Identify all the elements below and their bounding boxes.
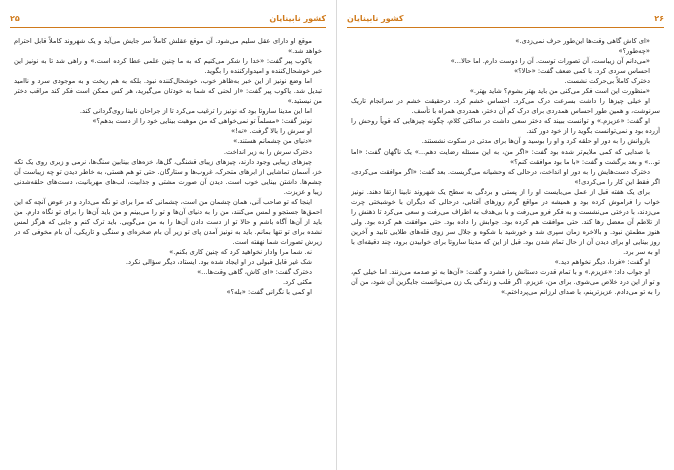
paragraph: او گفت: «فردا، دیگر نخواهم دید.» [554,258,650,267]
paragraph: بازوانش را به دور او حلقه کرد و او را بوسید و آن‌ها برای مدتی در سکوت نشستند. [421,137,650,146]
paragraph: شک غیر قابل قبولی در او ایجاد شده بود. ایستاد، دیگر سؤالی نکرد. [125,258,312,267]
right-page [337,0,674,470]
paragraph: او سرش را بالا گرفت. «نه!» [230,127,312,136]
paragraph: موقع او دارای عقل سلیم می‌شود. آن موقع عقلش کاملاً سر جایش می‌آید و یک شهروند کاملاً قابل احترام خواهد شد.» [14,37,322,56]
left-page-body [14,36,322,462]
paragraph: دخترک سرش را به زیر انداخت. [223,147,312,156]
paragraph: «چه‌طور؟» [618,47,650,56]
paragraph: اما این مدینا ساروتا بود که نونیز را ترغیب می‌کرد تا از جراحان نابینا روی‌گردانی کند. [79,107,312,116]
left-page-number: ۲۵ [10,13,20,23]
paragraph: او جواب داد: «عزیزم.» و با تمام قدرت دستانش را فشرد و گفت: «آن‌ها به تو صدمه می‌زنند. اما خیلی کم، و تو از این درد خلاص می‌شوی. برای من، عزیزم. اگر قلب و زندگی یک زن می‌توانست جایگزین آن شود، من آن را به تو می‌دادم. عزیزترینم، با صدای لرزانم می‌پرداختم.» [351,268,660,297]
right-page-body [351,36,660,462]
paragraph: اما وضع نونیز از این خبر به‌ظاهر خوب، خوشحال‌کننده نبود. بلکه به هم ریخت و به موجودی سرد و ناامید تبدیل شد. یاکوب پیر گفت: «از لحنی که شما به خودتان می‌گیرید، هر کس ممکن است فکر کند مراقب دختر من نیستید.» [14,77,322,106]
paragraph: برای یک هفته قبل از عمل می‌بایست او را از پستی و بردگی به سطح یک شهروند نابینا ارتقا دهند. نونیز خواب را فراموش کرده بود و همیشه در مواقع گرم روزهای آفتابی، درحالی که دیگران با خوشبختی چرت می‌زدند، با درختی می‌نشست و به فکر فرو می‌رفت و با بی‌هدف به اطراف می‌رفت و سعی می‌کرد تا ذهنش را از تلاطم آن معضل رها کند. حتی موافقت هم کرده بود. جوابش را داده بود. حتی موافقت هم کرده بود. ولی هنوز مطمئن نبود. و بالاخره زمان سپری شد و خورشید با شکوه و جلال سر زوی قله‌های طلایی تابید و آخرین روز بینایی او برای دیدن آن از حال تمام شدن بود. قبل از این که مدینا ساروتا برای خوابیدن برود، چند دقیقه‌ای با او به سر برد. [351,187,660,256]
right-running-title: کشور نابینایان [347,13,404,23]
right-page-number: ۲۶ [654,13,664,23]
paragraph: احساس سردی کرد. با کمی ضعف گفت: «حالا؟» [514,67,650,76]
left-page-header [10,12,326,24]
paragraph: نه. شما مرا وادار نخواهید کرد که چنین کاری بکنم.» [169,247,312,256]
paragraph: «منظورت این است فکر می‌کنی من باید بهتر بشوم؟ شاید بهتر.» [469,87,650,96]
paragraph: او کمی با نگرانی گفت: «بله؟» [226,288,312,297]
paragraph: مکثی کرد. [283,278,312,287]
paragraph: دخترک گفت: «ای کاش، گاهی وقت‌ها...» [197,268,312,277]
paragraph: «می‌دانم آن زیباست، آن تصورات توست. آن را دوست دارم. اما حالا...» [450,57,650,66]
left-header-rule [10,27,326,28]
paragraph: دخترک کاملاً بی‌حرکت نشست. [564,77,650,86]
paragraph: نونیز گفت: «مسلماً تو نمی‌خواهی که من موهبت بینایی خود را از دست بدهم؟» [92,117,312,126]
paragraph: یاکوب پیر گفت: «خدا را شکر می‌کنیم که به ما چنین علمی عطا کرده است.» و راهی شد تا به نونیز این خبر خوشحال‌کننده و امیدوار‌کننده را بگوید. [14,57,322,76]
right-header-rule [347,27,664,28]
paragraph: چیزهای زیبایی وجود دارند، چیزهای زیبای قشنگی، گل‌ها، خزه‌های بینابین سنگ‌ها، نرمی و زبری روی یک تکه خز، آسمان تماشایی از ابرهای متحرک، غروب‌ها و ستارگان. حتی تو هم هستی، به خاطر دیدن تو چه زیباست آن چشم‌ها. داشتن بینایی خوب است. دیدن آن صورت مشتی و جذابیت، لب‌های مهربانیت، دست‌های حلقه‌شدنی زیبا و عزیزت. [14,157,322,196]
paragraph: «ای کاش گاهی وقت‌ها این‌طور حرف نمی‌زدی.» [515,37,650,45]
paragraph: اینجا که تو صاحب آنی، همان چشمان من است، چشمانی که مرا برای تو نگه می‌دارد و در عوض آنچه که این احمق‌ها جستجو و لمس می‌کنند، من را به دنیای آن‌ها و تو را می‌بینم و من باید آن‌ها را برای تو نگاه دارم. من باید از آن‌ها آگاه باشم و حالا تو از دست دادن آن‌ها را به من می‌گویی. باید ترک کنم و جایی که هرگز لمس نشده برای تو تنها بمانم. باید به نونیز آمدن پای تو زیر آن بام صخره‌ای و سنگی و تاریکی، آن بام مخوفی که در زیرش تصورات شما نهفته است. [14,197,322,246]
right-page-header [347,12,664,24]
paragraph: او گفت: «عزیزم.» و توانست ببیند که دختر سعی داشت در ساکتی کلام، چگونه چیزهایی که قویاً روحش را آزرده بود و نمی‌توانست بگوید را از خود دور کند. [351,117,660,136]
paragraph: «دنیای من چشمانم هستند.» [233,137,312,146]
paragraph: او خیلی چیزها را داشت بسرعت درک می‌کرد. احساس خشم کرد. درحقیقت خشم در سرانجام تاریک سرنوشت، و همین طور احساس همدردی برای درک کم آن دختر، همدردی همراه با تأسف. [351,97,660,116]
paragraph: دخترک دست‌هایش را به دور او انداخت، درحالی که وحشیانه می‌گریست. بعد گفت: «اگر موافقت می‌کردی، اگر فقط این کار را می‌کردی!» [351,167,660,186]
left-running-title: کشور نابینایان [269,13,326,23]
paragraph: با صدایی که کمی ملایم‌تر شده بود گفت: «اگر من، به این مسئله رضایت دهم...» یک ناگهان گفت: «اما تو...» و بعد برگشت و گفت: «با ما بود موافقت کنم؟» [351,147,660,166]
